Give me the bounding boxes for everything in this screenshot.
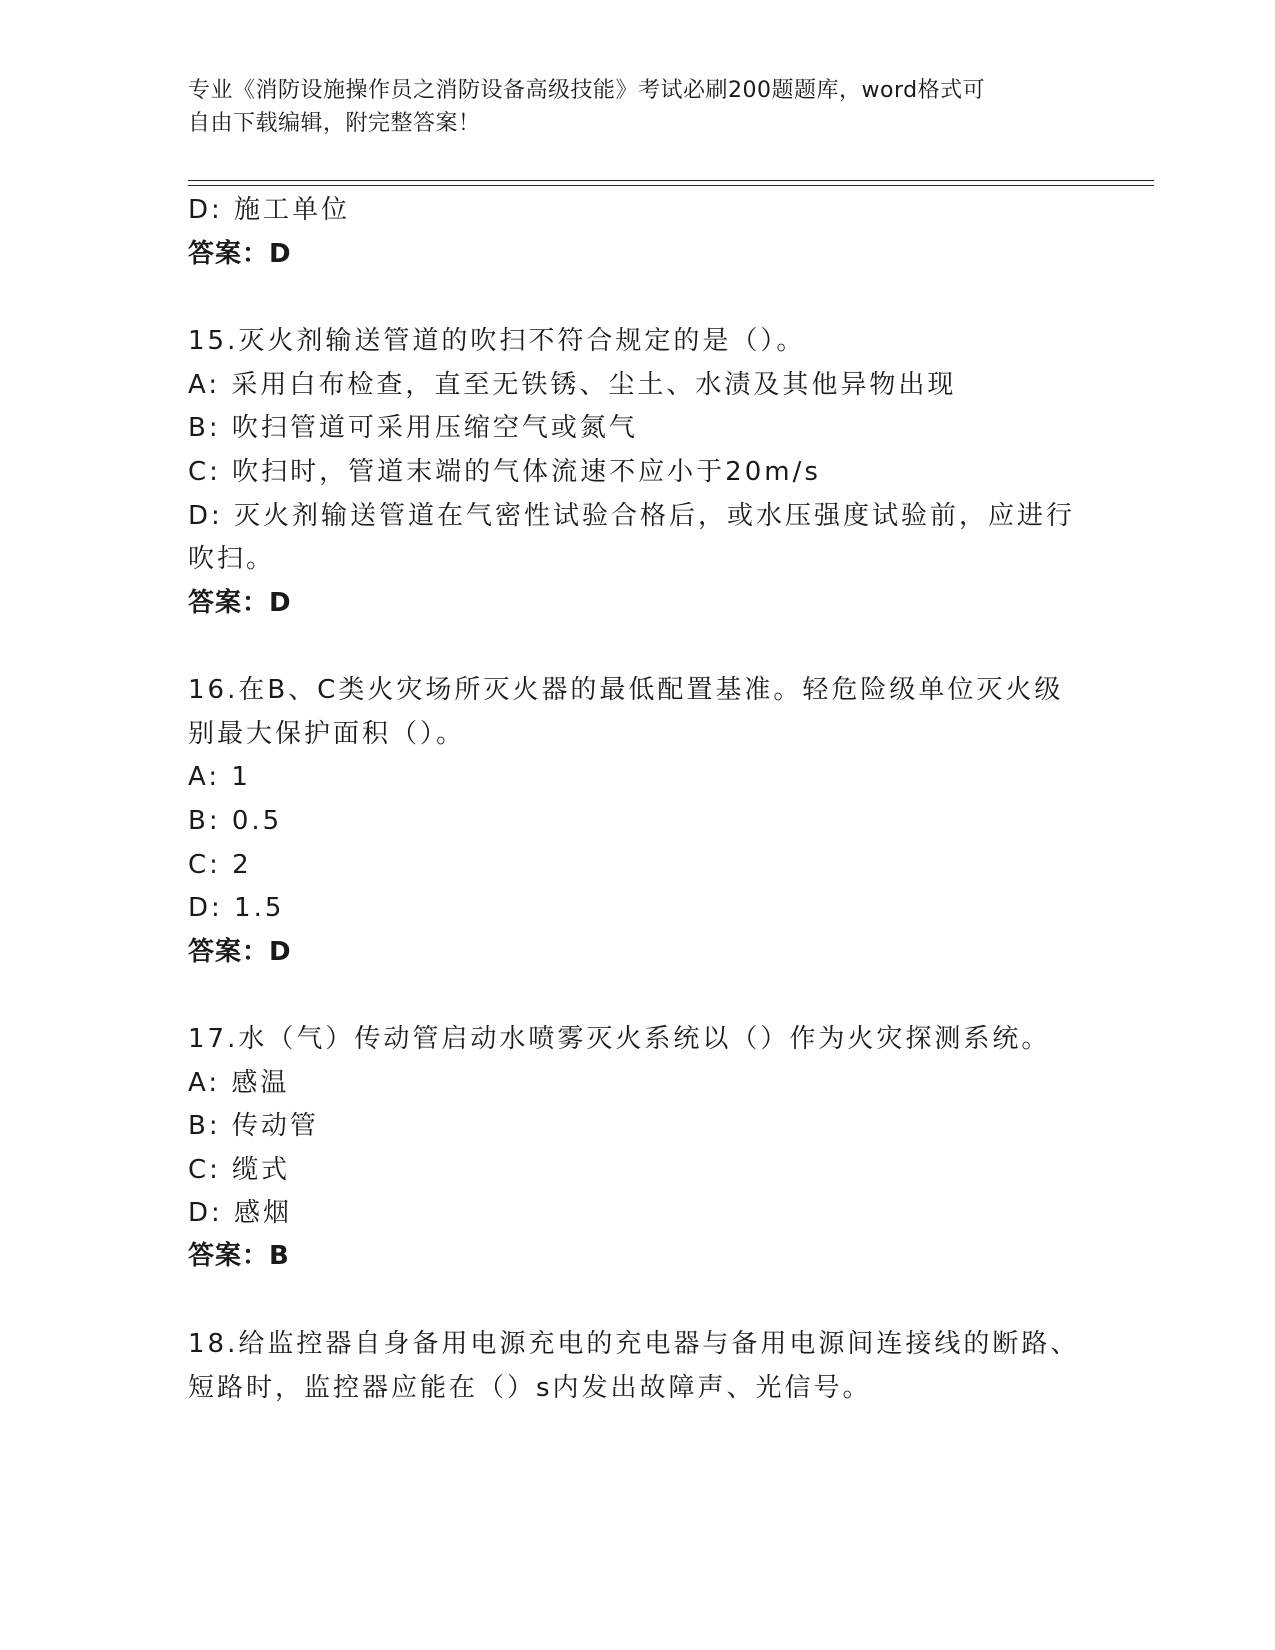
document-header xyxy=(188,74,1068,140)
q17-stem: 17.水（气）传动管启动水喷雾灭火系统以（）作为火灾探测系统。 xyxy=(188,1024,1051,1054)
q16-stem-cont: 别最大保护面积（）。 xyxy=(188,719,466,749)
q16-option-c: C: 2 xyxy=(188,850,252,880)
q15-option-b: B: 吹扫管道可采用压缩空气或氮气 xyxy=(188,413,638,443)
q17-option-a: A: 感温 xyxy=(188,1068,290,1098)
q17-answer: 答案：B xyxy=(188,1241,290,1271)
q16-stem: 16.在B、C类火灾场所灭火器的最低配置基准。轻危险级单位灭火级 xyxy=(188,675,1064,705)
q14-answer: 答案：D xyxy=(188,239,292,269)
q17-option-d: D: 感烟 xyxy=(188,1198,293,1228)
header-divider-top xyxy=(188,180,1154,181)
q15-option-d: D: 灭火剂输送管道在气密性试验合格后，或水压强度试验前，应进行 xyxy=(188,501,1076,531)
q16-answer: 答案：D xyxy=(188,937,292,967)
header-line-2: 自由下载编辑，附完整答案！ xyxy=(188,111,481,136)
q16-option-d: D: 1.5 xyxy=(188,893,285,923)
q15-option-a: A: 采用白布检查，直至无铁锈、尘土、水渍及其他异物出现 xyxy=(188,370,957,400)
q16-option-a: A: 1 xyxy=(188,762,251,792)
q16-option-b: B: 0.5 xyxy=(188,806,283,836)
q17-option-b: B: 传动管 xyxy=(188,1111,319,1141)
q17-option-c: C: 缆式 xyxy=(188,1155,291,1185)
header-line-1: 专业《消防设施操作员之消防设备高级技能》考试必刷200题题库，word格式可 xyxy=(188,78,986,103)
q14-option-d: D: 施工单位 xyxy=(188,195,351,225)
header-divider-bottom xyxy=(188,185,1154,186)
q18-stem: 18.给监控器自身备用电源充电的充电器与备用电源间连接线的断路、 xyxy=(188,1329,1080,1359)
q15-stem: 15.灭火剂输送管道的吹扫不符合规定的是（）。 xyxy=(188,326,806,356)
q18-stem-cont: 短路时，监控器应能在（）s内发出故障声、光信号。 xyxy=(188,1373,872,1403)
q15-answer: 答案：D xyxy=(188,588,292,618)
q15-option-d-cont: 吹扫。 xyxy=(188,544,276,574)
q15-option-c: C: 吹扫时，管道末端的气体流速不应小于20m/s xyxy=(188,457,821,487)
